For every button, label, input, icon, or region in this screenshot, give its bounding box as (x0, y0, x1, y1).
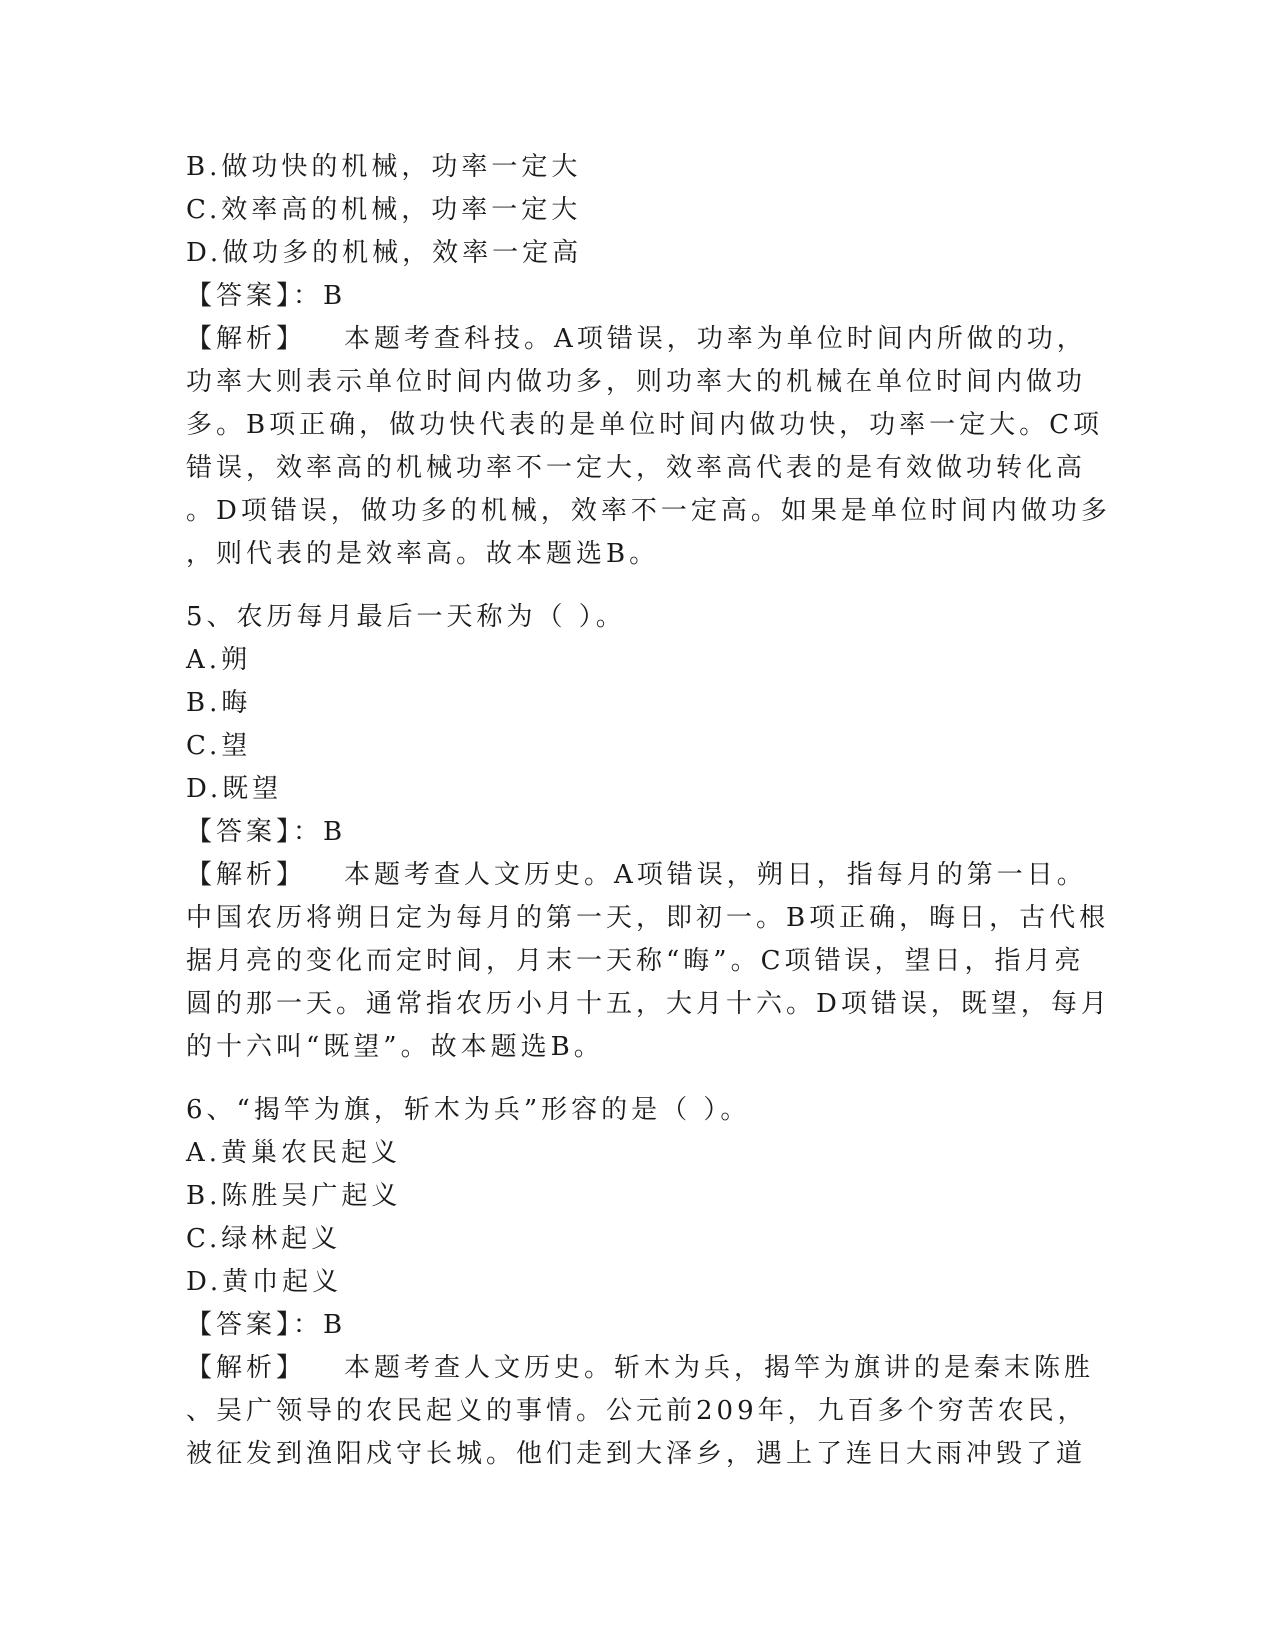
option-d: D.黄巾起义 (186, 1267, 343, 1297)
analysis-line: 多。B项正确，做功快代表的是单位时间内做功快，功率一定大。C项 (186, 410, 1104, 440)
analysis-line: 、吴广领导的农民起义的事情。公元前209年，九百多个穷苦农民， (186, 1396, 1088, 1426)
analysis-line: 。D项错误，做功多的机械，效率不一定高。如果是单位时间内做功多 (186, 496, 1111, 526)
analysis-line: 圆的那一天。通常指农历小月十五，大月十六。D项错误，既望，每月 (186, 989, 1111, 1019)
answer-line (186, 275, 1086, 318)
answer-label: 【答案】 (186, 817, 294, 847)
document-page (186, 146, 1111, 1476)
option-d: D.既望 (186, 774, 283, 804)
question-5-block (186, 596, 1111, 1069)
answer-line (186, 811, 1086, 854)
analysis-line: 被征发到渔阳戍守长城。他们走到大泽乡，遇上了连日大雨冲毁了道 (186, 1439, 1087, 1469)
question-text: 5、农历每月最后一天称为（ ）。 (186, 602, 626, 632)
analysis-line: ，则代表的是效率高。故本题选B。 (186, 539, 660, 569)
option-c: C.效率高的机械，功率一定大 (186, 195, 582, 225)
analysis-label: 【解析】 (186, 860, 307, 890)
answer-value: ：B (293, 817, 347, 847)
option-b: B.晦 (186, 688, 252, 718)
option-a: A.黄巢农民起义 (186, 1138, 402, 1168)
analysis-line: 错误，效率高的机械功率不一定大，效率高代表的是有效做功转化高 (186, 453, 1087, 483)
answer-value: ：B (293, 1310, 347, 1340)
analysis-line: 据月亮的变化而定时间，月末一天称“晦”。C项错误，望日，指月亮 (186, 946, 1085, 976)
option-b: B.陈胜吴广起义 (186, 1181, 402, 1211)
answer-line (186, 1304, 1086, 1347)
answer-value: ：B (293, 281, 347, 311)
option-b: B.做功快的机械，功率一定大 (186, 152, 582, 182)
option-c: C.望 (186, 731, 252, 761)
question-4-block (186, 146, 1111, 576)
analysis-line: 【解析】 本题考查科技。A项错误，功率为单位时间内所做的功， (186, 324, 1087, 354)
option-c: C.绿林起义 (186, 1224, 342, 1254)
analysis-line: 的十六叫“既望”。故本题选B。 (186, 1032, 604, 1062)
analysis-paragraph (186, 318, 1111, 576)
analysis-line: 【解析】 本题考查人文历史。A项错误，朔日，指每月的第一日。 (186, 860, 1087, 890)
option-a: A.朔 (186, 645, 252, 675)
analysis-label: 【解析】 (186, 324, 307, 354)
answer-label: 【答案】 (186, 281, 294, 311)
analysis-line: 中国农历将朔日定为每月的第一天，即初一。B项正确，晦日，古代根 (186, 903, 1110, 933)
analysis-paragraph (186, 1347, 1095, 1476)
option-d: D.做功多的机械，效率一定高 (186, 238, 583, 268)
analysis-line: 【解析】 本题考查人文历史。斩木为兵，揭竿为旗讲的是秦末陈胜 (186, 1353, 1095, 1383)
question-text: 6、“揭竿为旗，斩木为兵”形容的是（ ）。 (186, 1095, 751, 1125)
analysis-line: 功率大则表示单位时间内做功多，则功率大的机械在单位时间内做功 (186, 367, 1087, 397)
answer-label: 【答案】 (186, 1310, 294, 1340)
analysis-label: 【解析】 (186, 1353, 307, 1383)
analysis-paragraph (186, 854, 1111, 1069)
question-6-block (186, 1089, 1095, 1476)
